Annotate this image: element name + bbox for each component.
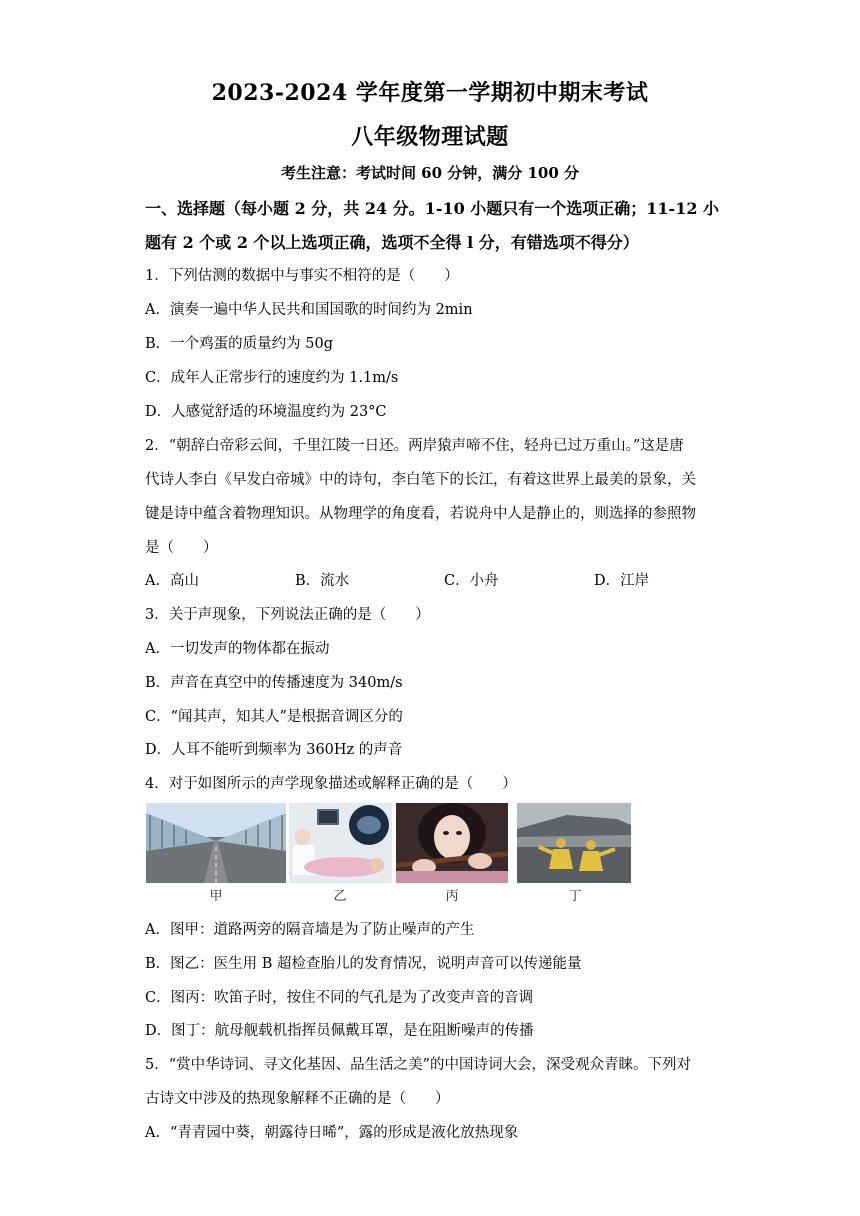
q2-option-c: C．小舟 bbox=[444, 573, 499, 589]
caption-yi: 乙 bbox=[333, 889, 347, 904]
q2-stem-line1: 2．“朝辞白帝彩云间，千里江陵一日还。两岸猿声啼不住，轻舟已过万重山。”这是唐 bbox=[145, 438, 684, 454]
q1-option-b: B．一个鸡蛋的质量约为 50g bbox=[145, 336, 333, 352]
section-heading-line2: 题有 2 个或 2 个以上选项正确，选项不全得 l 分，有错选项不得分） bbox=[145, 233, 639, 252]
caption-ding: 丁 bbox=[568, 889, 582, 904]
q2-option-d: D．江岸 bbox=[594, 573, 650, 589]
q4-option-c: C．图丙：吹笛子时，按住不同的气孔是为了改变声音的音调 bbox=[145, 990, 534, 1006]
q3-option-b: B．声音在真空中的传播速度为 340m/s bbox=[145, 675, 403, 691]
q4-option-d: D．图丁：航母舰载机指挥员佩戴耳罩，是在阻断噪声的传播 bbox=[145, 1023, 534, 1039]
q4-figure bbox=[146, 803, 632, 903]
q3-option-a: A．一切发声的物体都在振动 bbox=[145, 641, 330, 657]
figure-flute-player bbox=[396, 803, 508, 883]
q3-option-c: C．“闻其声，知其人”是根据音调区分的 bbox=[145, 709, 403, 725]
q5-stem-line2: 古诗文中涉及的热现象解释不正确的是（ ） bbox=[145, 1091, 450, 1107]
q5-stem-line1: 5．“赏中华诗词、寻文化基因、品生活之美”的中国诗词大会，深受观众青睐。下列对 bbox=[145, 1057, 692, 1073]
figure-carrier-deck-crew bbox=[517, 803, 631, 883]
q2-option-b: B．流水 bbox=[295, 573, 350, 589]
q2-stem-line3: 键是诗中蕴含着物理知识。从物理学的角度看，若说舟中人是静止的，则选择的参照物 bbox=[145, 506, 696, 522]
q3-option-d: D．人耳不能听到频率为 360Hz 的声音 bbox=[145, 742, 403, 758]
q1-option-a: A．演奏一遍中华人民共和国国歌的时间约为 2min bbox=[145, 302, 473, 318]
q4-option-b: B．图乙：医生用 B 超检查胎儿的发育情况，说明声音可以传递能量 bbox=[145, 956, 582, 972]
q1-stem: 1．下列估测的数据中与事实不相符的是（ ） bbox=[145, 268, 459, 284]
caption-bing: 丙 bbox=[445, 889, 459, 904]
figure-highway-sound-barrier bbox=[146, 803, 286, 883]
figure-b-ultrasound bbox=[289, 803, 392, 883]
q4-stem: 4．对于如图所示的声学现象描述或解释正确的是（ ） bbox=[145, 776, 517, 792]
q1-option-d: D．人感觉舒适的环境温度约为 23°C bbox=[145, 404, 387, 420]
q4-option-a: A．图甲：道路两旁的隔音墙是为了防止噪声的产生 bbox=[145, 922, 475, 938]
q5-option-a: A．“青青园中葵，朝露待日晞”，露的形成是液化放热现象 bbox=[145, 1125, 519, 1141]
q1-option-c: C．成年人正常步行的速度约为 1.1m/s bbox=[145, 370, 399, 386]
caption-jia: 甲 bbox=[209, 889, 223, 904]
section-heading-line1: 一、选择题（每小题 2 分，共 24 分。1-10 小题只有一个选项正确；11-12 小 bbox=[145, 199, 720, 218]
q2-option-a: A．高山 bbox=[145, 573, 199, 589]
q3-stem: 3．关于声现象，下列说法正确的是（ ） bbox=[145, 607, 430, 623]
exam-subtitle: 八年级物理试题 bbox=[351, 124, 509, 150]
q2-stem-line2: 代诗人李白《早发白帝城》中的诗句，李白笔下的长江，有着这世界上最美的景象，关 bbox=[145, 472, 696, 488]
exam-notice: 考生注意：考试时间 60 分钟，满分 100 分 bbox=[280, 164, 580, 182]
exam-title: 2023-2024 学年度第一学期初中期末考试 bbox=[211, 80, 649, 106]
q2-stem-line4: 是（ ） bbox=[145, 540, 218, 556]
